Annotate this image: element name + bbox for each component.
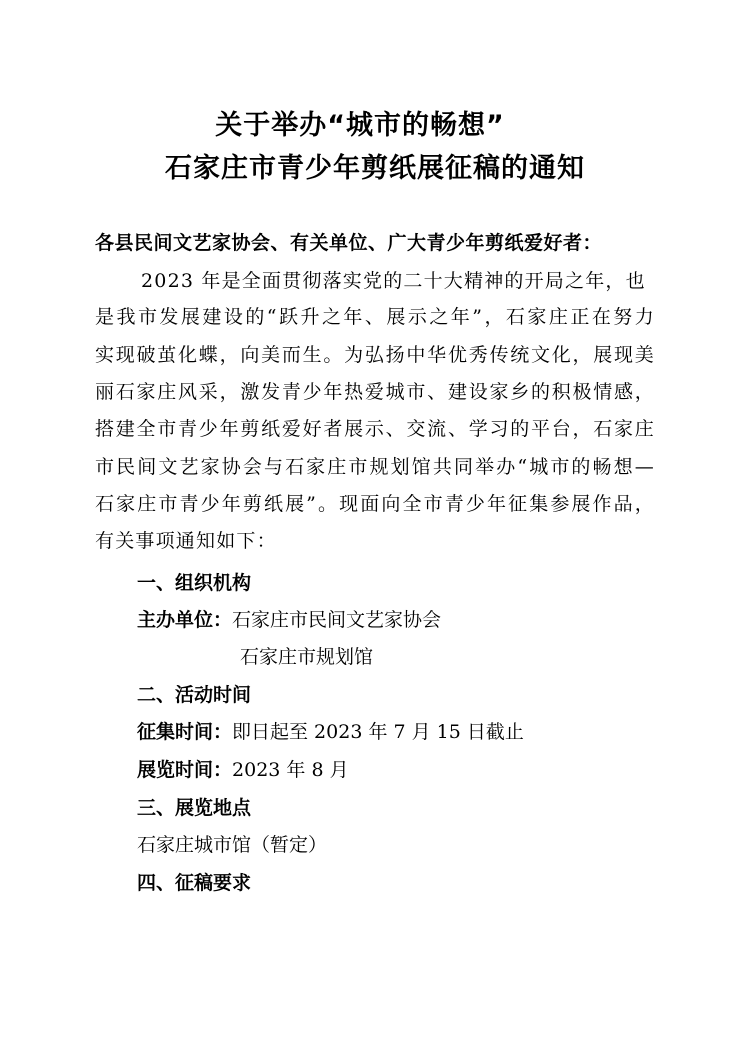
section-heading-time: 二、活动时间 (137, 684, 252, 706)
location-value: 石家庄城市馆（暂定） (137, 834, 328, 856)
title-line-2: 石家庄市青少年剪纸展征稿的通知 (165, 153, 585, 184)
section-heading-requirements: 四、征稿要求 (137, 872, 252, 894)
body-line: 石家庄市青少年剪纸展”。现面向全市青少年征集参展作品， (95, 493, 655, 515)
exhibit-time-row (137, 755, 349, 782)
organizer-value-2: 石家庄市规划馆 (240, 646, 374, 668)
body-line: 2023 年是全面贯彻落实党的二十大精神的开局之年，也 (141, 270, 646, 292)
organizer-row (137, 605, 441, 632)
body-line: 是我市发展建设的“跃升之年、展示之年”，石家庄正在努力 (95, 306, 655, 328)
exhibit-time-value: 2023 年 8 月 (232, 759, 349, 781)
body-line: 有关事项通知如下： (95, 530, 277, 552)
title-line-1: 关于举办“城市的畅想” (215, 110, 505, 141)
organizer-value-1: 石家庄市民间文艺家协会 (232, 609, 442, 631)
collect-time-label: 征集时间： (137, 721, 233, 743)
body-line: 搭建全市青少年剪纸爱好者展示、交流、学习的平台，石家庄 (95, 418, 655, 440)
collect-time-value: 即日起至 2023 年 7 月 15 日截止 (232, 721, 524, 743)
body-line: 丽石家庄风采，激发青少年热爱城市、建设家乡的积极情感， (95, 381, 655, 403)
collect-time-row (137, 717, 524, 744)
salutation: 各县民间文艺家协会、有关单位、广大青少年剪纸爱好者： (95, 232, 603, 254)
body-line: 实现破茧化蝶，向美而生。为弘扬中华优秀传统文化，展现美 (95, 344, 655, 366)
section-heading-location: 三、展览地点 (137, 797, 252, 819)
organizer-label: 主办单位： (137, 609, 233, 631)
exhibit-time-label: 展览时间： (137, 759, 233, 781)
section-heading-organization: 一、组织机构 (137, 572, 252, 594)
body-line: 市民间文艺家协会与石家庄市规划馆共同举办“城市的畅想— (95, 456, 655, 478)
